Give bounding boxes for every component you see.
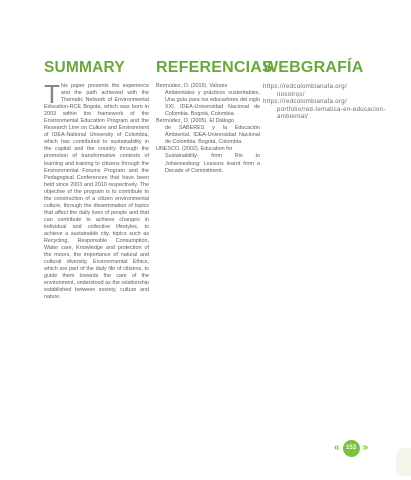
- summary-column: [44, 60, 149, 301]
- drop-cap: T: [44, 79, 60, 109]
- webgrafia-heading: WEBGRAFÍA: [263, 59, 364, 76]
- reference-item: [156, 146, 260, 174]
- page-navigation: [334, 440, 368, 456]
- reference-item: [156, 83, 260, 118]
- page-number-badge: 153: [343, 440, 360, 457]
- next-page-icon[interactable]: »: [362, 442, 369, 453]
- web-link-continuation[interactable]: portfolio/red-tematica-en-educacion-ambiental/: [277, 105, 386, 121]
- web-link[interactable]: [263, 83, 387, 98]
- reference-continuation: Sustainability- from Rio to Johannesburg: Lessons learnt from a Decade of Commitment.: [165, 153, 260, 174]
- reference-first-line: Bermúdez, O. (2005). El Diálogo: [156, 118, 234, 125]
- previous-page-icon[interactable]: «: [334, 442, 340, 453]
- reference-first-line: Bermúdez, O. (2015). Valores: [156, 83, 228, 89]
- summary-text: [44, 79, 149, 301]
- web-link[interactable]: [263, 98, 387, 121]
- page-corner-decoration: [396, 448, 411, 476]
- references-column: [156, 59, 273, 175]
- reference-first-line: UNESCO. (2002). Education for: [156, 146, 233, 153]
- summary-body: his paper presents the experience and the path achieved with the Thematic Network of Environmental Education-RCE Bogota, which was born in 2003 within the framework of the Environmental Education Program and the Research Line on Culture and Environment of IDEA-National University of Colombia, which has contributed to sustainability in the capital and the country through the promotion of transformative contexts of learning and training to citizens through the Environmental Forums Program and the Pedagogical Conferences that have been held since 2003 and 2010 respectively. The objective of the program is to contribute to the construction of a citizen environmental culture, through the dissemination of topics that affect the daily lives of people and that can contribute to achieve changes in individual and collective lifestyles, to achieve a sustainable city, topics such as Recycling, Responsible Consumption, Water care, Knowledge and protection of the moors, the importance of natural and cultural diversity, Environmental Ethics, which are part of the daily life of citizens, to guide them towards the care of the environment, understood as the relationship established between society, culture and nature.: [44, 83, 149, 301]
- webgrafia-column: [263, 60, 387, 121]
- reference-item: [156, 118, 260, 146]
- references-heading: REFERENCIAS: [156, 59, 273, 76]
- reference-continuation: Ambientales y prácticos sustentables. Una guía para los educadores del siglo XXI. IDEA-Universidad Nacional de Colombia. Bogotá, Colombia.: [165, 90, 260, 118]
- web-link-first-line[interactable]: https://redcolombianafa.org/: [263, 83, 347, 90]
- summary-heading: SUMMARY: [44, 59, 125, 76]
- web-link-continuation[interactable]: nosotros/: [277, 90, 305, 98]
- reference-continuation: de SABERES y la Educación Ambiental. IDEA-Universidad Nacional de Colombia. Bogotá, Colombia.: [165, 125, 260, 146]
- web-link-first-line[interactable]: https://redcolombianafa.org/: [263, 98, 347, 106]
